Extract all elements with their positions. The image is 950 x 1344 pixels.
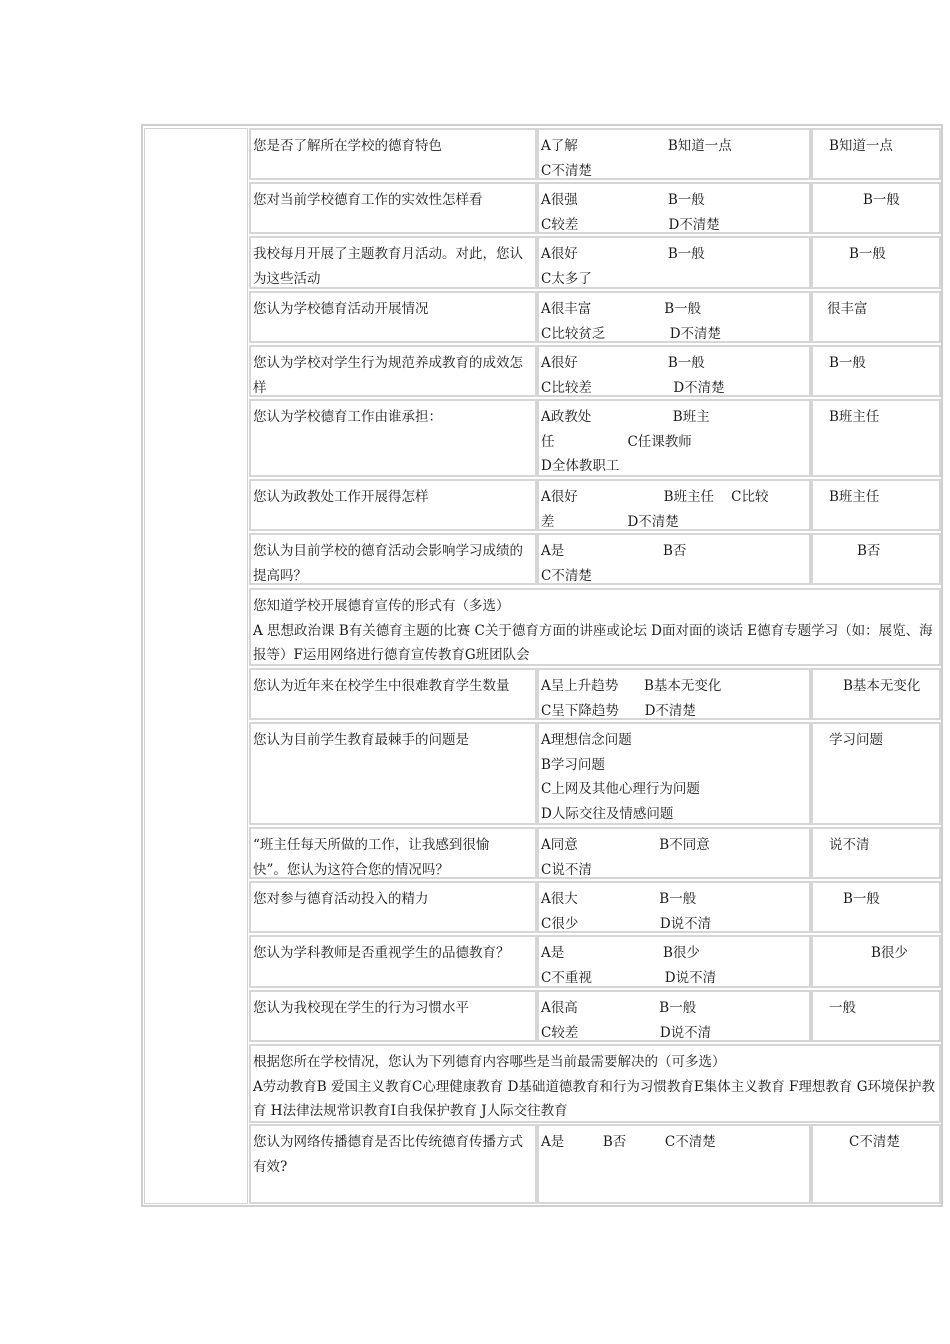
question-cell: [249, 182, 537, 234]
option-text: A劳动教育B 爱国主义教育C心理健康教育 D基础道德教育和行为习惯教育E集体主义教育 F理想教育 G环境保护教育 H法律法规常识教育I自我保护教育 J人际交往教育: [253, 1078, 935, 1119]
question-cell: [249, 291, 537, 343]
options-cell: [537, 291, 811, 343]
option-text: 任 C任课教师: [541, 433, 692, 450]
question-cell: [249, 533, 537, 585]
answer-text: B班主任: [829, 489, 880, 505]
question-cell: [249, 479, 537, 531]
answer-text: B基本无变化: [843, 678, 921, 694]
option-text: A很好 B一般: [541, 355, 705, 371]
answer-text: 学习问题: [829, 732, 883, 748]
options-cell: [537, 399, 811, 477]
answer-cell: [811, 291, 941, 343]
option-text: A很好 B一般: [541, 246, 705, 262]
option-text: A是 B很少: [541, 945, 700, 961]
option-text: A 思想政治课 B有关德育主题的比赛 C关于德育方面的讲座或论坛 D面对面的谈话 E德育专题学习（如：展览、海报等）F运用网络进行德育宣传教育G班团队会: [253, 622, 933, 663]
answer-text: B知道一点: [829, 138, 893, 154]
option-text: C较差 D不清楚: [541, 216, 720, 233]
question-cell: [249, 399, 537, 477]
question-text: 样: [253, 379, 267, 396]
answer-text: C不清楚: [849, 1134, 900, 1150]
question-text: 您对当前学校德育工作的实效性怎样看: [253, 192, 483, 208]
question-text: 我校每月开展了主题教育月活动。对此，您认: [253, 246, 523, 262]
question-text: 有效?: [253, 1158, 288, 1175]
question-text: 您认为目前学校的德育活动会影响学习成绩的: [253, 543, 523, 559]
option-text: C不重视 D说不清: [541, 969, 717, 986]
options-cell: [537, 668, 811, 720]
question-text: 您认为学校德育活动开展情况: [253, 301, 429, 317]
answer-text: B否: [857, 543, 881, 559]
option-text: C比较差 D不清楚: [541, 379, 725, 396]
option-text: C不清楚: [541, 567, 592, 584]
question-text: 提高吗？: [253, 567, 307, 584]
question-text: 您认为近年来在校学生中很难教育学生数量: [253, 678, 510, 694]
answer-text: 一般: [829, 1000, 856, 1016]
answer-cell: [811, 935, 941, 988]
question-text: 您认为目前学生教育最棘手的问题是: [253, 732, 469, 748]
option-text: 差 D不清楚: [541, 513, 679, 530]
answer-cell: [811, 1124, 941, 1204]
question-cell: [249, 1124, 537, 1204]
answer-cell: [811, 182, 941, 234]
question-cell: [249, 990, 537, 1042]
option-text: C较差 D说不清: [541, 1024, 712, 1041]
question-text: 您认为网络传播德育是否比传统德育传播方式: [253, 1134, 523, 1150]
option-text: A政教处 B班主: [541, 409, 710, 425]
option-text: C不清楚: [541, 162, 592, 179]
option-text: C上网及其他心理行为问题: [541, 781, 700, 797]
question-text: 您是否了解所在学校的德育特色: [253, 138, 442, 154]
answer-text: B一般: [849, 246, 886, 262]
answer-cell: [811, 881, 941, 933]
question-text: 为这些活动: [253, 270, 321, 287]
answer-cell: [811, 533, 941, 585]
question-cell: [249, 236, 537, 289]
option-text: D人际交往及情感问题: [541, 805, 674, 822]
answer-cell: [811, 236, 941, 289]
answer-cell: [811, 827, 941, 879]
option-text: A理想信念问题: [541, 732, 632, 748]
option-text: A了解 B知道一点: [541, 138, 732, 154]
question-text: 您对参与德育活动投入的精力: [253, 891, 429, 907]
option-text: B学习问题: [541, 756, 605, 773]
question-cell: [249, 935, 537, 988]
option-text: C很少 D说不清: [541, 915, 712, 932]
answer-cell: [811, 345, 941, 397]
options-cell: [537, 533, 811, 585]
option-text: A很好 B班主任 C比较: [541, 489, 769, 505]
answer-text: B很少: [871, 945, 908, 961]
question-cell: [249, 128, 537, 180]
option-text: A很大 B一般: [541, 891, 697, 907]
question-text: 您认为学校对学生行为规范养成教育的成效怎: [253, 355, 523, 371]
option-text: D全体教职工: [541, 458, 620, 474]
answer-cell: [811, 479, 941, 531]
options-cell: [537, 722, 811, 825]
empty-left-cell: [144, 128, 248, 1204]
options-cell: [537, 236, 811, 289]
options-cell: [537, 128, 811, 180]
option-text: A很丰富 B一般: [541, 301, 702, 317]
question-cell: [249, 668, 537, 720]
options-cell: [537, 827, 811, 879]
question-cell: [249, 881, 537, 933]
option-text: C比较贫乏 D不清楚: [541, 325, 722, 342]
multi-select-question-cell: [249, 588, 941, 666]
question-cell: [249, 722, 537, 825]
question-text: 根据您所在学校情况，您认为下列德育内容哪些是当前最需要解决的（可多选）: [253, 1054, 726, 1070]
answer-cell: [811, 128, 941, 180]
answer-cell: [811, 722, 941, 825]
answer-text: B一般: [829, 355, 866, 371]
question-cell: [249, 827, 537, 879]
answer-text: B一般: [863, 192, 900, 208]
option-text: A是 B否 C不清楚: [541, 1134, 716, 1150]
question-cell: [249, 345, 537, 397]
option-text: C呈下降趋势 D不清楚: [541, 702, 696, 719]
option-text: A很强 B一般: [541, 192, 705, 208]
options-cell: [537, 935, 811, 988]
question-text: 您认为学校德育工作由谁承担：: [253, 409, 442, 425]
answer-cell: [811, 990, 941, 1042]
answer-cell: [811, 668, 941, 720]
option-text: C说不清: [541, 861, 592, 878]
question-text: 您认为我校现在学生的行为习惯水平: [253, 1000, 469, 1016]
option-text: C太多了: [541, 270, 592, 287]
option-text: A呈上升趋势 B基本无变化: [541, 678, 722, 694]
option-text: A很高 B一般: [541, 1000, 697, 1016]
option-text: A同意 B不同意: [541, 837, 710, 853]
options-cell: [537, 990, 811, 1042]
answer-text: B班主任: [829, 409, 880, 425]
answer-text: 很丰富: [827, 301, 868, 317]
options-cell: [537, 881, 811, 933]
options-cell: [537, 479, 811, 531]
answer-text: 说不清: [829, 837, 870, 853]
answer-cell: [811, 399, 941, 477]
question-text: 您知道学校开展德育宣传的形式有（多选）: [253, 598, 510, 614]
option-text: A是 B否: [541, 543, 687, 559]
question-text: 快”。您认为这符合您的情况吗？: [253, 861, 449, 878]
options-cell: [537, 345, 811, 397]
question-text: 您认为学科教师是否重视学生的品德教育？: [253, 945, 510, 961]
question-text: 您认为政教处工作开展得怎样: [253, 489, 429, 505]
options-cell: [537, 1124, 811, 1204]
options-cell: [537, 182, 811, 234]
multi-select-question-cell: [249, 1044, 941, 1123]
answer-text: B一般: [843, 891, 880, 907]
question-text: “班主任每天所做的工作，让我感到很愉: [253, 837, 490, 853]
